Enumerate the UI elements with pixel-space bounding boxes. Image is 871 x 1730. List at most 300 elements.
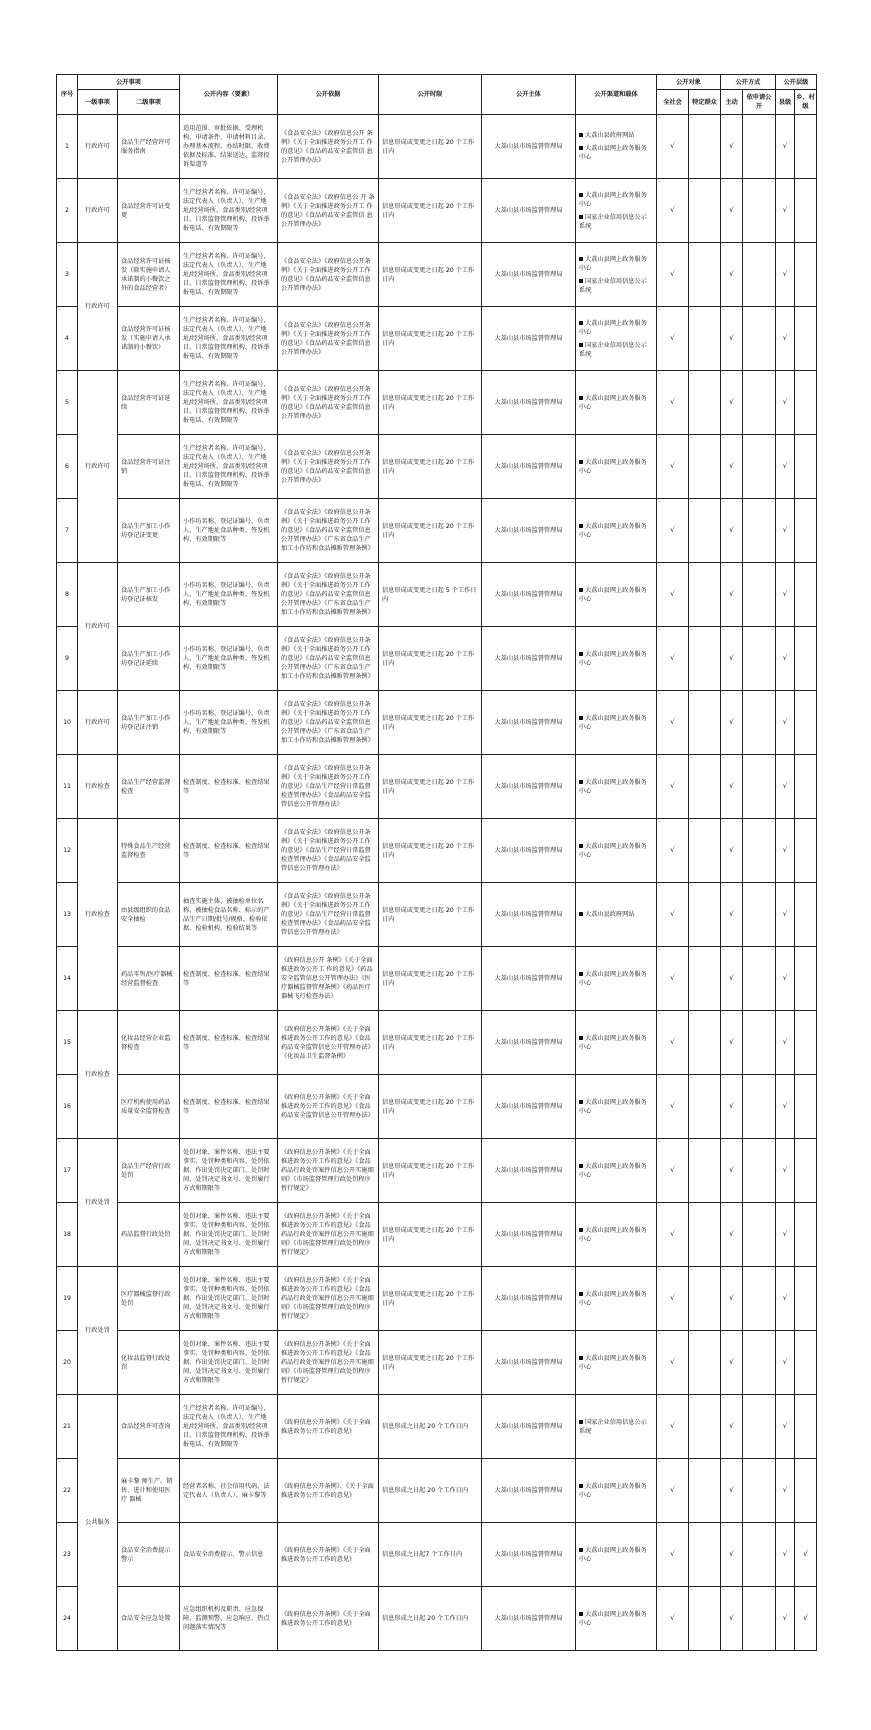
check-active: √ bbox=[721, 1395, 743, 1459]
check-county: √ bbox=[776, 1331, 795, 1395]
check-all-society: √ bbox=[657, 307, 689, 371]
disclosure-subject: 大荔山县市场监督管理局 bbox=[482, 755, 576, 819]
disclosure-subject: 大荔山县市场监督管理局 bbox=[482, 627, 576, 691]
check-on-request bbox=[743, 179, 776, 243]
table-row bbox=[57, 307, 817, 371]
check-township: √ bbox=[795, 1587, 817, 1651]
check-active: √ bbox=[721, 1139, 743, 1203]
disclosure-deadline: 信息形成之日起 20 个工作日内 bbox=[379, 1459, 482, 1523]
bullet-square-icon bbox=[579, 780, 583, 784]
disclosure-content: 检查制度、检查标准、检查结果等 bbox=[180, 947, 278, 1011]
channel-label: 大荔山县网上政务服务中心 bbox=[579, 970, 647, 987]
disclosure-content: 小作坊名称、登记证编号、负责人、生产地址食品种类、签发机构、有效期限等 bbox=[180, 691, 278, 755]
channel-item bbox=[579, 319, 653, 337]
level1-matter: 行政许可 bbox=[78, 563, 118, 691]
check-township bbox=[795, 1459, 817, 1523]
check-township bbox=[795, 307, 817, 371]
channel-label: 大荔山县网上政务服务中心 bbox=[579, 1226, 647, 1243]
table-row bbox=[57, 563, 817, 627]
channel-item bbox=[579, 778, 653, 796]
check-county: √ bbox=[776, 499, 795, 563]
channel-item bbox=[579, 1418, 653, 1436]
check-active: √ bbox=[721, 371, 743, 435]
check-all-society: √ bbox=[657, 1331, 689, 1395]
check-on-request bbox=[743, 947, 776, 1011]
row-number: 6 bbox=[57, 435, 78, 499]
channel-item bbox=[579, 1546, 653, 1564]
check-county: √ bbox=[776, 243, 795, 307]
disclosure-subject: 大荔山县市场监督管理局 bbox=[482, 1395, 576, 1459]
check-county: √ bbox=[776, 1139, 795, 1203]
check-all-society: √ bbox=[657, 1011, 689, 1075]
disclosure-basis: 《食品安全法》《政府信息公开条例》《关于全面推进政务公开工作的意见》《食品药品安全监管信息公开管理办法》《广东省食品生产加工小作坊和食品摊贩管理条例》 bbox=[278, 691, 379, 755]
disclosure-basis: 《食品安全法》《政府信息公开条例》《关于全面推进政务公开工作的意见》《食品药品安全监管信息公开管理办法》 bbox=[278, 371, 379, 435]
disclosure-basis: 《政府信息公开条例》《关于全面推进政务公开工作的意见》《食品药品行政处罚案件信息公开实施细则》《市场监督管理行政处罚程序暂行规定》 bbox=[278, 1331, 379, 1395]
check-active: √ bbox=[721, 115, 743, 179]
disclosure-content: 生产经营者名称、许可证编号、法定代表人（负责人）、生产地址/经营场所、食品类别/经营项目、日常监督管理机构、投诉举报电话、有效期限等 bbox=[180, 243, 278, 307]
table-body bbox=[57, 115, 817, 1651]
level2-matter: 食品生产加工小作坊登记证变更 bbox=[118, 499, 180, 563]
level2-matter: 食品生产加工小作坊登记证注销 bbox=[118, 691, 180, 755]
check-on-request bbox=[743, 563, 776, 627]
disclosure-content: 生产经营者名称、许可证编号、法定代表人（负责人）、生产地址/经营场所、食品类别/经营项目、日常监督管理机构、投诉举报电话、有效期限等 bbox=[180, 307, 278, 371]
disclosure-basis: 《政府信息公开条例》《关于全面推进政务公开工作的意见》《食品药品行政处罚案件信息公开实施细则》《市场监督管理行政处罚程序暂行规定》 bbox=[278, 1267, 379, 1331]
check-active: √ bbox=[721, 883, 743, 947]
check-active: √ bbox=[721, 435, 743, 499]
check-on-request bbox=[743, 1523, 776, 1587]
check-county: √ bbox=[776, 755, 795, 819]
check-on-request bbox=[743, 1331, 776, 1395]
check-county: √ bbox=[776, 435, 795, 499]
bullet-square-icon bbox=[579, 844, 583, 848]
channel-label: 大荔山县网上政务服务中心 bbox=[579, 458, 647, 475]
check-on-request bbox=[743, 435, 776, 499]
check-all-society: √ bbox=[657, 947, 689, 1011]
check-specific-group bbox=[689, 115, 721, 179]
disclosure-content: 检查制度、检查标准、检查结果等 bbox=[180, 1011, 278, 1075]
disclosure-content: 小作坊名称、登记证编号、负责人、生产地址食品种类、签发机构、有效期限等 bbox=[180, 563, 278, 627]
level2-matter: 药品零售/医疗器械经营监督检查 bbox=[118, 947, 180, 1011]
disclosure-deadline: 信息形成或变更之日起 20 个工作日内 bbox=[379, 819, 482, 883]
level2-matter: 特殊食品生产经营监督检查 bbox=[118, 819, 180, 883]
disclosure-deadline: 信息形成或变更之日起 20 个工作日内 bbox=[379, 179, 482, 243]
header-deadline: 公开时限 bbox=[379, 75, 482, 115]
table-row bbox=[57, 115, 817, 179]
disclosure-basis: 《食品安全法》《政府信息公开条例》《关于全面推进政务公开工作的意见》《食品生产经营日常监督检查管理办法》《食品药品安全监管信息公开管理办法》 bbox=[278, 819, 379, 883]
disclosure-basis: 《政府信息公开 条例》《关于全面推进政务公开工 作的意见》《药品安全监管信息公开管理办法》《医疗器械监督管理条例》《药品医疗器械飞行检查办法》 bbox=[278, 947, 379, 1011]
table-row bbox=[57, 1395, 817, 1459]
disclosure-channels bbox=[576, 883, 657, 947]
disclosure-subject: 大荔山县市场监督管理局 bbox=[482, 1459, 576, 1523]
disclosure-subject: 大荔山县市场监督管理局 bbox=[482, 307, 576, 371]
disclosure-subject: 大荔山县市场监督管理局 bbox=[482, 1267, 576, 1331]
disclosure-content: 应急组织机构及职责、应急保障、监测预警、应急响应、热点问题落实情况等 bbox=[180, 1587, 278, 1651]
disclosure-subject: 大荔山县市场监督管理局 bbox=[482, 499, 576, 563]
disclosure-basis: 《政府信息公开条例》《关于全面推进政务公开工作的意见》 bbox=[278, 1587, 379, 1651]
channel-item bbox=[579, 1034, 653, 1052]
check-specific-group bbox=[689, 1011, 721, 1075]
channel-label: 大荔山县网上政务服务中心 bbox=[579, 1034, 647, 1051]
check-township bbox=[795, 819, 817, 883]
level2-matter: 食品生产加工小作坊登记证核发 bbox=[118, 563, 180, 627]
check-specific-group bbox=[689, 1331, 721, 1395]
disclosure-deadline: 信息形成或变更之日起 20 个工作日内 bbox=[379, 243, 482, 307]
disclosure-subject: 大荔山县市场监督管理局 bbox=[482, 243, 576, 307]
check-township bbox=[795, 435, 817, 499]
channel-label: 大荔山县政府网站 bbox=[585, 911, 635, 918]
disclosure-channels bbox=[576, 243, 657, 307]
channel-label: 大荔山县网上政务服务中心 bbox=[579, 1290, 647, 1307]
channel-item bbox=[579, 1482, 653, 1500]
channel-item bbox=[579, 586, 653, 604]
disclosure-subject: 大荔山县市场监督管理局 bbox=[482, 1139, 576, 1203]
check-all-society: √ bbox=[657, 115, 689, 179]
disclosure-basis: 《政府信息公开条例》《关于全面推进政务公开工作的意见》《食品药品行政处罚案件信息公开实施细则》《市场监督管理行政处罚程序暂行规定》 bbox=[278, 1203, 379, 1267]
check-on-request bbox=[743, 499, 776, 563]
disclosure-subject: 大荔山县市场监督管理局 bbox=[482, 1203, 576, 1267]
disclosure-deadline: 信息形成或变更之日起 20 个工作日内 bbox=[379, 1267, 482, 1331]
level2-matter: 食品经营许可证延续 bbox=[118, 371, 180, 435]
check-township bbox=[795, 1203, 817, 1267]
bullet-square-icon bbox=[579, 588, 583, 592]
level2-matter: 食品经营许可证变更 bbox=[118, 179, 180, 243]
check-on-request bbox=[743, 1587, 776, 1651]
check-on-request bbox=[743, 307, 776, 371]
check-on-request bbox=[743, 243, 776, 307]
level2-matter: 食品生产经营行政处罚 bbox=[118, 1139, 180, 1203]
row-number: 2 bbox=[57, 179, 78, 243]
bullet-square-icon bbox=[579, 1612, 583, 1616]
check-county: √ bbox=[776, 1011, 795, 1075]
header-audience: 公开对象 bbox=[657, 75, 721, 90]
check-active: √ bbox=[721, 1011, 743, 1075]
disclosure-basis: 《食品安全法》《政府信息公 开 条例》《关于全面推进政务公开工 作的意见》《食品药品安全监管信 息公开管理办法》 bbox=[278, 179, 379, 243]
channel-label: 国家企业信用信息公示系统 bbox=[579, 213, 647, 230]
row-number: 11 bbox=[57, 755, 78, 819]
check-on-request bbox=[743, 883, 776, 947]
level1-matter: 行政许可 bbox=[78, 691, 118, 755]
check-all-society: √ bbox=[657, 1587, 689, 1651]
table-row bbox=[57, 819, 817, 883]
check-township bbox=[795, 755, 817, 819]
disclosure-subject: 大荔山县市场监督管理局 bbox=[482, 691, 576, 755]
header-all-society: 全社会 bbox=[657, 90, 689, 115]
check-township bbox=[795, 499, 817, 563]
channel-item bbox=[579, 394, 653, 412]
disclosure-content: 小作坊名称、登记证编号、负责人、生产地址食品种类、签发机构、有效期限等 bbox=[180, 627, 278, 691]
bullet-square-icon bbox=[579, 1228, 583, 1232]
check-active: √ bbox=[721, 947, 743, 1011]
header-content: 公开内容（要素） bbox=[180, 75, 278, 115]
disclosure-content: 生产经营者名称、许可证编号、法定代表人（负责人）、生产地址/经营场所、食品类别/经营项目、日常监督管理机构、投诉举报电话、有效期限等 bbox=[180, 435, 278, 499]
channel-item bbox=[579, 341, 653, 359]
table-row bbox=[57, 1331, 817, 1395]
disclosure-channels bbox=[576, 1011, 657, 1075]
check-county: √ bbox=[776, 627, 795, 691]
row-number: 21 bbox=[57, 1395, 78, 1459]
check-all-society: √ bbox=[657, 755, 689, 819]
check-active: √ bbox=[721, 1587, 743, 1651]
check-on-request bbox=[743, 819, 776, 883]
check-on-request bbox=[743, 1395, 776, 1459]
check-active: √ bbox=[721, 819, 743, 883]
disclosure-subject: 大荔山县市场监督管理局 bbox=[482, 1523, 576, 1587]
channel-label: 大荔山县网上政务服务中心 bbox=[579, 842, 647, 859]
header-level1: 一级事项 bbox=[78, 90, 118, 115]
disclosure-subject: 大荔山县市场监督管理局 bbox=[482, 1075, 576, 1139]
channel-label: 大荔山县网上政务服务中心 bbox=[579, 778, 647, 795]
check-township bbox=[795, 115, 817, 179]
disclosure-deadline: 信息形成或变更之日起 20 个工作日内 bbox=[379, 691, 482, 755]
disclosure-channels bbox=[576, 179, 657, 243]
check-county: √ bbox=[776, 115, 795, 179]
table-row bbox=[57, 1459, 817, 1523]
row-number: 15 bbox=[57, 1011, 78, 1075]
row-number: 14 bbox=[57, 947, 78, 1011]
row-number: 17 bbox=[57, 1139, 78, 1203]
check-specific-group bbox=[689, 691, 721, 755]
bullet-square-icon bbox=[579, 343, 583, 347]
table-row bbox=[57, 1267, 817, 1331]
disclosure-subject: 大荔山县市场监督管理局 bbox=[482, 883, 576, 947]
table-row bbox=[57, 371, 817, 435]
bullet-square-icon bbox=[579, 524, 583, 528]
disclosure-content: 生产经营者名称、许可证编号、法定代表人（负责人）、生产地址/经营场所、食品类别/经营项目、日常监督管理机构、投诉举报电话、有效期限等 bbox=[180, 371, 278, 435]
channel-item bbox=[579, 1290, 653, 1308]
channel-item bbox=[579, 277, 653, 295]
bullet-square-icon bbox=[579, 146, 583, 150]
bullet-square-icon bbox=[579, 193, 583, 197]
level2-matter: 化妆品监督行政处罚 bbox=[118, 1331, 180, 1395]
check-county: √ bbox=[776, 883, 795, 947]
level2-matter: 药品监督行政处罚 bbox=[118, 1203, 180, 1267]
check-county: √ bbox=[776, 371, 795, 435]
check-specific-group bbox=[689, 371, 721, 435]
disclosure-basis: 《食品安全法》《政府信息公开 条例》《关于全面推进政务公开工 作的意见》《食品药品安全监管信 息公开管理办法》 bbox=[278, 115, 379, 179]
check-on-request bbox=[743, 1203, 776, 1267]
check-active: √ bbox=[721, 243, 743, 307]
disclosure-channels bbox=[576, 947, 657, 1011]
bullet-square-icon bbox=[579, 133, 583, 137]
level1-matter: 行政检查 bbox=[78, 1011, 118, 1139]
disclosure-basis: 《政府信息公开条例》、《关于全面推进政务公开工作的意见》 bbox=[278, 1459, 379, 1523]
disclosure-basis: 《食品安全法》《政府信息公开条例》《关于全面推进政务公开工作的意见》《食品药品安全监管信息公开管理办法》《广东省食品生产加工小作坊和食品摊贩管理条例》 bbox=[278, 563, 379, 627]
disclosure-channels bbox=[576, 307, 657, 371]
level1-matter: 行政许可 bbox=[78, 179, 118, 243]
disclosure-basis: 《政府信息公开条例》《关于全面推进政务公开工作的意见》 bbox=[278, 1523, 379, 1587]
disclosure-content: 处罚对象、案件名称、违法主要事实、处罚种类和内容、处罚依据、作出处罚决定部门、处罚时间、处罚决定书文号、处罚履行方式和期限等 bbox=[180, 1203, 278, 1267]
check-township bbox=[795, 1267, 817, 1331]
disclosure-channels bbox=[576, 819, 657, 883]
disclosure-table-sheet bbox=[56, 74, 816, 1651]
disclosure-deadline: 信息形成或变更之日起 5 个工作日内 bbox=[379, 563, 482, 627]
header-basis: 公开依据 bbox=[278, 75, 379, 115]
bullet-square-icon bbox=[579, 1100, 583, 1104]
disclosure-deadline: 信息形成或变更之日起 20 个工作日内 bbox=[379, 1331, 482, 1395]
header-specific-group: 特定群众 bbox=[689, 90, 721, 115]
check-specific-group bbox=[689, 307, 721, 371]
table-row bbox=[57, 1011, 817, 1075]
check-county: √ bbox=[776, 1459, 795, 1523]
header-on-request: 依申请公开 bbox=[743, 90, 776, 115]
table-row bbox=[57, 499, 817, 563]
bullet-square-icon bbox=[579, 1292, 583, 1296]
disclosure-deadline: 信息形成或变更之日起 20 个工作日内 bbox=[379, 1011, 482, 1075]
level1-matter: 行政许可 bbox=[78, 371, 118, 563]
table-row bbox=[57, 755, 817, 819]
disclosure-content: 处罚对象、案件名称、违法主要事实、处罚种类和内容、处罚依据、作出处罚决定部门、处罚时间、处罚决定书文号、处罚履行方式和期限等 bbox=[180, 1331, 278, 1395]
check-on-request bbox=[743, 755, 776, 819]
disclosure-channels bbox=[576, 563, 657, 627]
channel-label: 大荔山县网上政务服务中心 bbox=[579, 319, 647, 336]
check-county: √ bbox=[776, 563, 795, 627]
disclosure-basis: 《食品安全法》《政府信息公开条例》《关于全面推进政务公开工作的意见》《食品生产经营日常监督检查管理办法》《食品药品安全监管信息公开管理办法》 bbox=[278, 755, 379, 819]
check-all-society: √ bbox=[657, 883, 689, 947]
check-county: √ bbox=[776, 691, 795, 755]
disclosure-channels bbox=[576, 499, 657, 563]
level1-matter: 行政检查 bbox=[78, 819, 118, 1011]
bullet-square-icon bbox=[579, 1356, 583, 1360]
disclosure-deadline: 信息形成之日起7 个工作日内 bbox=[379, 1523, 482, 1587]
check-county: √ bbox=[776, 1587, 795, 1651]
row-number: 12 bbox=[57, 819, 78, 883]
check-all-society: √ bbox=[657, 1075, 689, 1139]
bullet-square-icon bbox=[579, 716, 583, 720]
channel-item bbox=[579, 842, 653, 860]
channel-label: 大荔山县网上政务服务中心 bbox=[579, 714, 647, 731]
check-specific-group bbox=[689, 1459, 721, 1523]
header-matters: 公开事项 bbox=[78, 75, 180, 90]
channel-item bbox=[579, 1354, 653, 1372]
check-on-request bbox=[743, 691, 776, 755]
channel-label: 大荔山县网上政务服务中心 bbox=[579, 191, 647, 208]
level2-matter: 食品经营许可查询 bbox=[118, 1395, 180, 1459]
disclosure-basis: 《政府信息公开条例》《关于全面推进政务公开工作的意见》 bbox=[278, 1395, 379, 1459]
level1-matter: 公共服务 bbox=[78, 1395, 118, 1651]
disclosure-deadline: 信息形成或变更之日起 20 个工作日内 bbox=[379, 115, 482, 179]
disclosure-basis: 《政府信息公开条例》《关于全面推进政务公开工作的意见》《食品药品行政处罚案件信息公开实施细则》《市场监督管理行政处罚程序暂行规定》 bbox=[278, 1139, 379, 1203]
check-all-society: √ bbox=[657, 1395, 689, 1459]
disclosure-deadline: 信息形成或变更之日起 20 个工作日内 bbox=[379, 499, 482, 563]
header-level: 公开层级 bbox=[776, 75, 817, 90]
bullet-square-icon bbox=[579, 1484, 583, 1488]
check-specific-group bbox=[689, 883, 721, 947]
check-township bbox=[795, 1139, 817, 1203]
check-specific-group bbox=[689, 1523, 721, 1587]
check-all-society: √ bbox=[657, 1139, 689, 1203]
channel-item bbox=[579, 910, 653, 919]
table-row bbox=[57, 1075, 817, 1139]
disclosure-channels bbox=[576, 627, 657, 691]
check-specific-group bbox=[689, 179, 721, 243]
check-all-society: √ bbox=[657, 627, 689, 691]
level1-matter: 行政检查 bbox=[78, 755, 118, 819]
disclosure-deadline: 信息形成或变更之日起 20 个工作日内 bbox=[379, 307, 482, 371]
disclosure-basis: 《食品安全法》《政府信息公开条例》《关于全面推进政务公开工作的意见》《食品生产经营日常监督检查管理办法》《食品药品安全监管信息公开管理办法》 bbox=[278, 883, 379, 947]
disclosure-channels bbox=[576, 1203, 657, 1267]
check-specific-group bbox=[689, 947, 721, 1011]
channel-label: 大荔山县网上政务服务中心 bbox=[579, 1546, 647, 1563]
check-active: √ bbox=[721, 1203, 743, 1267]
row-number: 16 bbox=[57, 1075, 78, 1139]
check-on-request bbox=[743, 1139, 776, 1203]
disclosure-subject: 大荔山县市场监督管理局 bbox=[482, 179, 576, 243]
check-county: √ bbox=[776, 307, 795, 371]
disclosure-subject: 大荔山县市场监督管理局 bbox=[482, 563, 576, 627]
level2-matter: 由县级组织的食品安全抽检 bbox=[118, 883, 180, 947]
channel-item bbox=[579, 255, 653, 273]
disclosure-deadline: 信息形成或变更之日起 20 个工作日内 bbox=[379, 883, 482, 947]
level2-matter: 食品安全消费提示警示 bbox=[118, 1523, 180, 1587]
channel-label: 国家企业信用信息公示系统 bbox=[579, 277, 647, 294]
table-row bbox=[57, 1523, 817, 1587]
check-on-request bbox=[743, 1267, 776, 1331]
disclosure-channels bbox=[576, 1075, 657, 1139]
header-level2: 二级事项 bbox=[118, 90, 180, 115]
bullet-square-icon bbox=[579, 279, 583, 283]
disclosure-content: 检查制度、检查标准、检查结果等 bbox=[180, 1075, 278, 1139]
disclosure-channels bbox=[576, 1459, 657, 1523]
channel-item bbox=[579, 144, 653, 162]
level2-matter: 食品生产加工小作坊登记证延续 bbox=[118, 627, 180, 691]
check-active: √ bbox=[721, 307, 743, 371]
disclosure-channels bbox=[576, 755, 657, 819]
check-township bbox=[795, 947, 817, 1011]
bullet-square-icon bbox=[579, 652, 583, 656]
channel-item bbox=[579, 522, 653, 540]
disclosure-channels bbox=[576, 1139, 657, 1203]
check-active: √ bbox=[721, 179, 743, 243]
disclosure-content: 生产经营者名称、许可证编号、法定代表人（负责人）、生产地址/经营场所、食品类别/经营项目、日常监督管理机构、投诉举报电话、有效期限等 bbox=[180, 179, 278, 243]
row-number: 23 bbox=[57, 1523, 78, 1587]
channel-label: 大荔山县网上政务服务中心 bbox=[579, 1482, 647, 1499]
check-specific-group bbox=[689, 1587, 721, 1651]
check-township bbox=[795, 243, 817, 307]
level2-matter: 食品生产经营监督检查 bbox=[118, 755, 180, 819]
channel-label: 大荔山县网上政务服务中心 bbox=[579, 1354, 647, 1371]
check-on-request bbox=[743, 627, 776, 691]
disclosure-content: 抽查实施主体、被抽检单位名称、被抽检食品名称、标示的产品生产日期/批号/规格、检验依据、检验机构、检验结果等 bbox=[180, 883, 278, 947]
table-row bbox=[57, 179, 817, 243]
disclosure-subject: 大荔山县市场监督管理局 bbox=[482, 435, 576, 499]
disclosure-channels bbox=[576, 1331, 657, 1395]
check-specific-group bbox=[689, 1075, 721, 1139]
bullet-square-icon bbox=[579, 1548, 583, 1552]
channel-label: 大荔山县网上政务服务中心 bbox=[579, 1162, 647, 1179]
check-all-society: √ bbox=[657, 499, 689, 563]
row-number: 20 bbox=[57, 1331, 78, 1395]
disclosure-deadline: 信息形成之日起 20 个工作日内 bbox=[379, 1395, 482, 1459]
channel-item bbox=[579, 458, 653, 476]
row-number: 3 bbox=[57, 243, 78, 307]
channel-label: 国家企业信用信息公示系统 bbox=[579, 1418, 647, 1435]
table-row bbox=[57, 1139, 817, 1203]
check-township: √ bbox=[795, 1523, 817, 1587]
disclosure-channels bbox=[576, 1587, 657, 1651]
bullet-square-icon bbox=[579, 1164, 583, 1168]
bullet-square-icon bbox=[579, 460, 583, 464]
disclosure-subject: 大荔山县市场监督管理局 bbox=[482, 371, 576, 435]
check-all-society: √ bbox=[657, 435, 689, 499]
header-township: 乡、村级 bbox=[795, 90, 817, 115]
check-all-society: √ bbox=[657, 1523, 689, 1587]
check-active: √ bbox=[721, 1075, 743, 1139]
row-number: 13 bbox=[57, 883, 78, 947]
check-township bbox=[795, 627, 817, 691]
row-number: 1 bbox=[57, 115, 78, 179]
disclosure-deadline: 信息形成或变更之日起 20 个工作日内 bbox=[379, 435, 482, 499]
check-township bbox=[795, 1011, 817, 1075]
